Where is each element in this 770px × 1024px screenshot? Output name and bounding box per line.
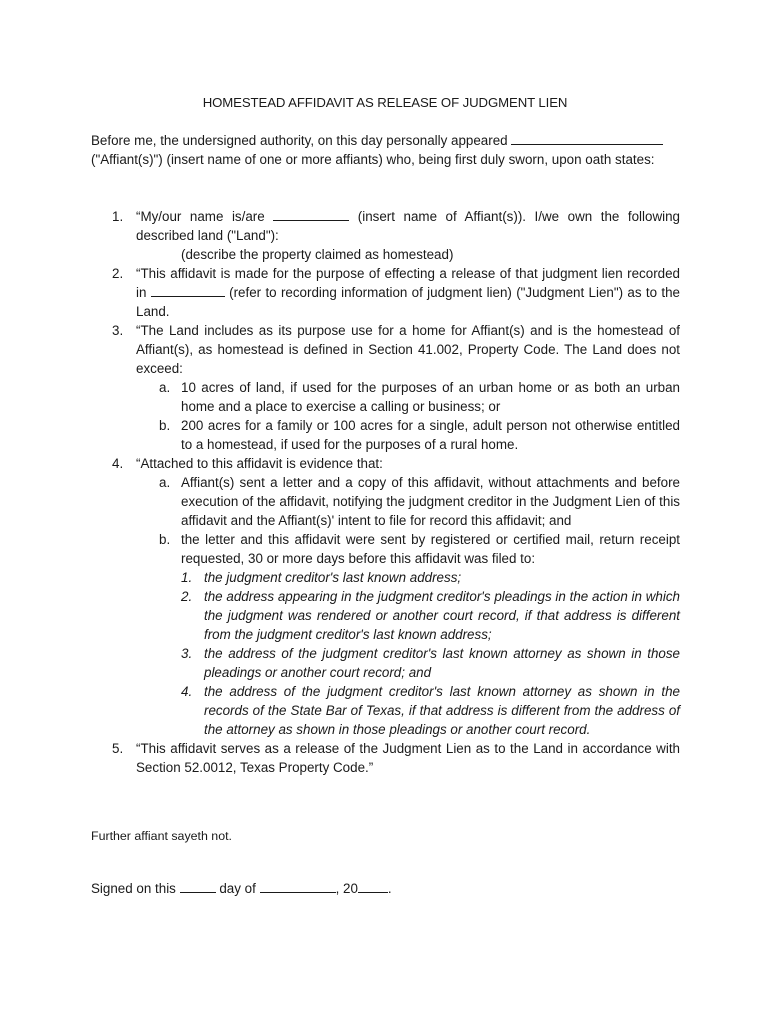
address-item-4	[91, 682, 680, 739]
month-blank[interactable]	[260, 879, 336, 893]
day-blank[interactable]	[180, 879, 216, 893]
affiant-name-blank[interactable]	[273, 207, 349, 221]
item-text: “This affidavit serves as a release of the Judgment Lien as to the Land in accordance with Section 52.0012, Texas Property Code.”	[136, 741, 680, 775]
year-blank[interactable]	[358, 879, 388, 893]
sub-letter: b.	[159, 532, 171, 547]
sub-text: Affiant(s) sent a letter and a copy of this affidavit, without attachments and before execution of the affidavit, notifying the judgment creditor in the Judgment Lien of this affidavit and the Affiant(s)' intent to file for record this affidavit; and	[181, 475, 680, 528]
address-item-2	[91, 587, 680, 644]
item-text: “Attached to this affidavit is evidence that:	[136, 456, 383, 471]
numbered-list	[91, 207, 680, 777]
address-text: the address of the judgment creditor's last known attorney as shown in those pleadings or another court record; and	[204, 646, 680, 680]
year-prefix-text: , 20	[335, 881, 358, 896]
item-number: 1.	[112, 209, 124, 224]
item-number: 5.	[112, 741, 124, 756]
sub-item-3b	[91, 416, 680, 454]
item-text: “My/our name is/are	[136, 209, 265, 224]
item-text: “This affidavit is made for the purpose of effecting a release of that judgment lien recorded in	[136, 266, 680, 300]
item-text: (insert name of Affiant(s)). I/we own the following described land ("Land"):	[136, 209, 680, 243]
sub-letter: a.	[159, 380, 171, 395]
address-item-3	[91, 644, 680, 682]
sub-letter: a.	[159, 475, 171, 490]
list-item-1	[91, 207, 680, 245]
sub-item-4b	[91, 530, 680, 568]
item-number: 4.	[112, 456, 124, 471]
address-number: 2.	[181, 589, 193, 604]
affiant-name-blank[interactable]	[511, 131, 663, 145]
list-item-4	[91, 454, 680, 473]
sub-text: 200 acres for a family or 100 acres for a single, adult person not otherwise entitled to a homestead, if used for the purposes of a rural home.	[181, 418, 680, 452]
address-number: 1.	[181, 570, 193, 585]
item-number: 2.	[112, 266, 124, 281]
sub-text: the letter and this affidavit were sent by registered or certified mail, return receipt requested, 30 or more days before this affidavit was filed to:	[181, 532, 680, 566]
sub-item-4a	[91, 473, 680, 530]
sub-item-3a	[91, 378, 680, 416]
recording-info-blank[interactable]	[151, 283, 225, 297]
period-text: .	[387, 881, 392, 896]
list-item-2	[91, 264, 680, 321]
further-affiant-statement: Further affiant sayeth not.	[91, 829, 232, 843]
sub-letter: b.	[159, 418, 171, 433]
intro-text-start: Before me, the undersigned authority, on this day personally appeared	[91, 133, 508, 148]
address-text: the address appearing in the judgment creditor's pleadings in the action in which the judgment was rendered or another court record, if that address is different from the judgment creditor's last known address;	[204, 589, 680, 642]
address-number: 4.	[181, 684, 193, 699]
item-number: 3.	[112, 323, 124, 338]
address-text: the judgment creditor's last known address;	[204, 570, 462, 585]
item-text: “The Land includes as its purpose use for a home for Affiant(s) and is the homestead of Affiant(s), as homestead is defined in Section 41.002, Property Code. The Land does not exceed:	[136, 323, 680, 376]
address-item-1	[91, 568, 680, 587]
intro-text-end: ("Affiant(s)") (insert name of one or more affiants) who, being first duly sworn, upon oath states:	[91, 152, 655, 167]
list-item-3	[91, 321, 680, 378]
list-item-5	[91, 739, 680, 777]
address-text: the address of the judgment creditor's last known attorney as shown in the records of the State Bar of Texas, if that address is different from the address of the attorney as shown in those pleadings or another court record.	[204, 684, 680, 737]
item-text: (refer to recording information of judgment lien) ("Judgment Lien") as to the Land.	[136, 285, 680, 319]
signed-text: Signed on this	[91, 881, 176, 896]
signature-date-line	[91, 879, 392, 898]
sub-text: 10 acres of land, if used for the purposes of an urban home or as both an urban home and a place to exercise a calling or business; or	[181, 380, 680, 414]
intro-paragraph	[91, 131, 680, 169]
address-number: 3.	[181, 646, 193, 661]
document-title: HOMESTEAD AFFIDAVIT AS RELEASE OF JUDGMENT LIEN	[202, 95, 568, 110]
day-of-text: day of	[219, 881, 256, 896]
property-note: (describe the property claimed as homestead)	[181, 247, 454, 262]
